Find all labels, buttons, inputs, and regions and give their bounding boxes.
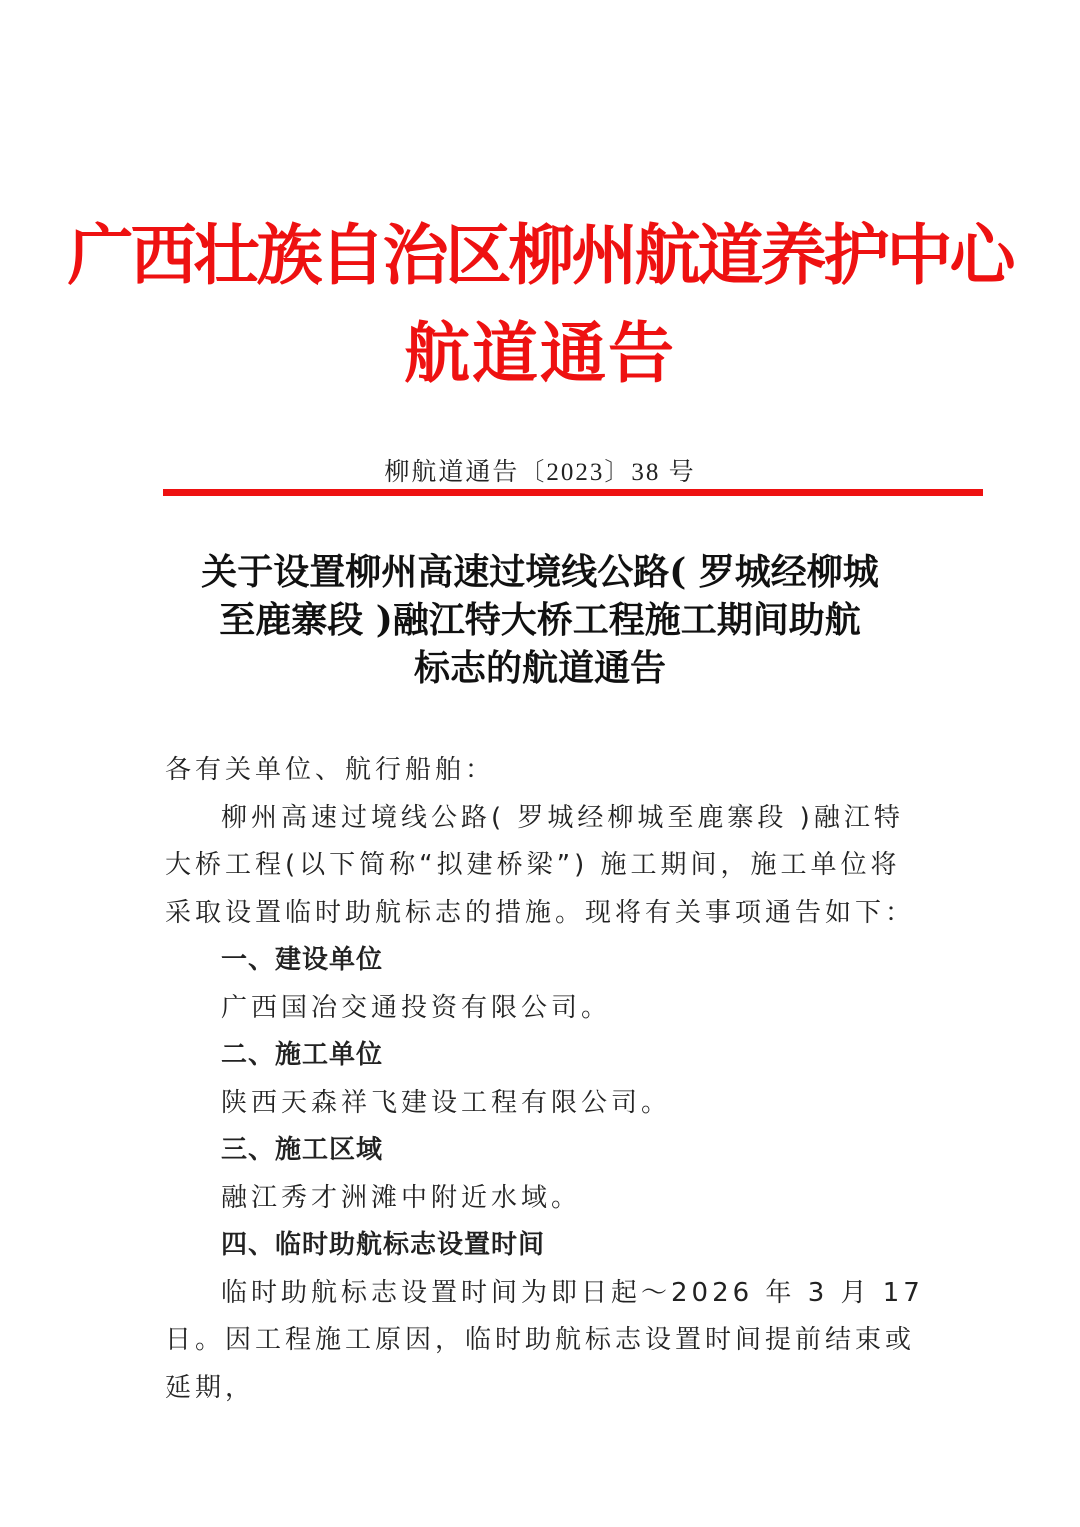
section-content: 临时助航标志设置时间为即日起～2026 年 3 月 17 日。因工程施工原因，临时助航标志设置时间提前结束或延期， <box>165 1277 924 1403</box>
section-content: 广西国冶交通投资有限公司。 <box>221 992 612 1023</box>
title-line: 标志的航道通告 <box>413 647 666 689</box>
notice-body <box>165 747 925 1412</box>
document-type: 航道通告 <box>404 314 676 392</box>
section-heading: 三、施工区域 <box>221 1135 384 1165</box>
intro-paragraph: 柳州高速过境线公路( 罗城经柳城至鹿寨段 )融江特大桥工程(以下简称“拟建桥梁”) 施工期间，施工单位将采取设置临时助航标志的措施。现将有关事项通告如下： <box>165 802 916 928</box>
title-line: 至鹿寨段 )融江特大桥工程施工期间助航 <box>219 599 861 641</box>
salutation: 各有关单位、航行船舶： <box>165 755 496 785</box>
issuing-organization: 广西壮族自治区柳州航道养护中心 <box>67 216 1013 294</box>
document-number: 柳航道通告〔2023〕38 号 <box>384 459 696 486</box>
section-content: 融江秀才洲滩中附近水域。 <box>221 1182 582 1213</box>
notice-title <box>140 548 940 692</box>
section-heading: 一、建设单位 <box>221 945 384 975</box>
section-heading: 四、临时助航标志设置时间 <box>221 1230 546 1260</box>
title-line: 关于设置柳州高速过境线公路( 罗城经柳城 <box>201 551 879 593</box>
section-content: 陕西天森祥飞建设工程有限公司。 <box>221 1087 672 1118</box>
section-heading: 二、施工单位 <box>221 1040 384 1070</box>
red-divider <box>163 489 983 496</box>
